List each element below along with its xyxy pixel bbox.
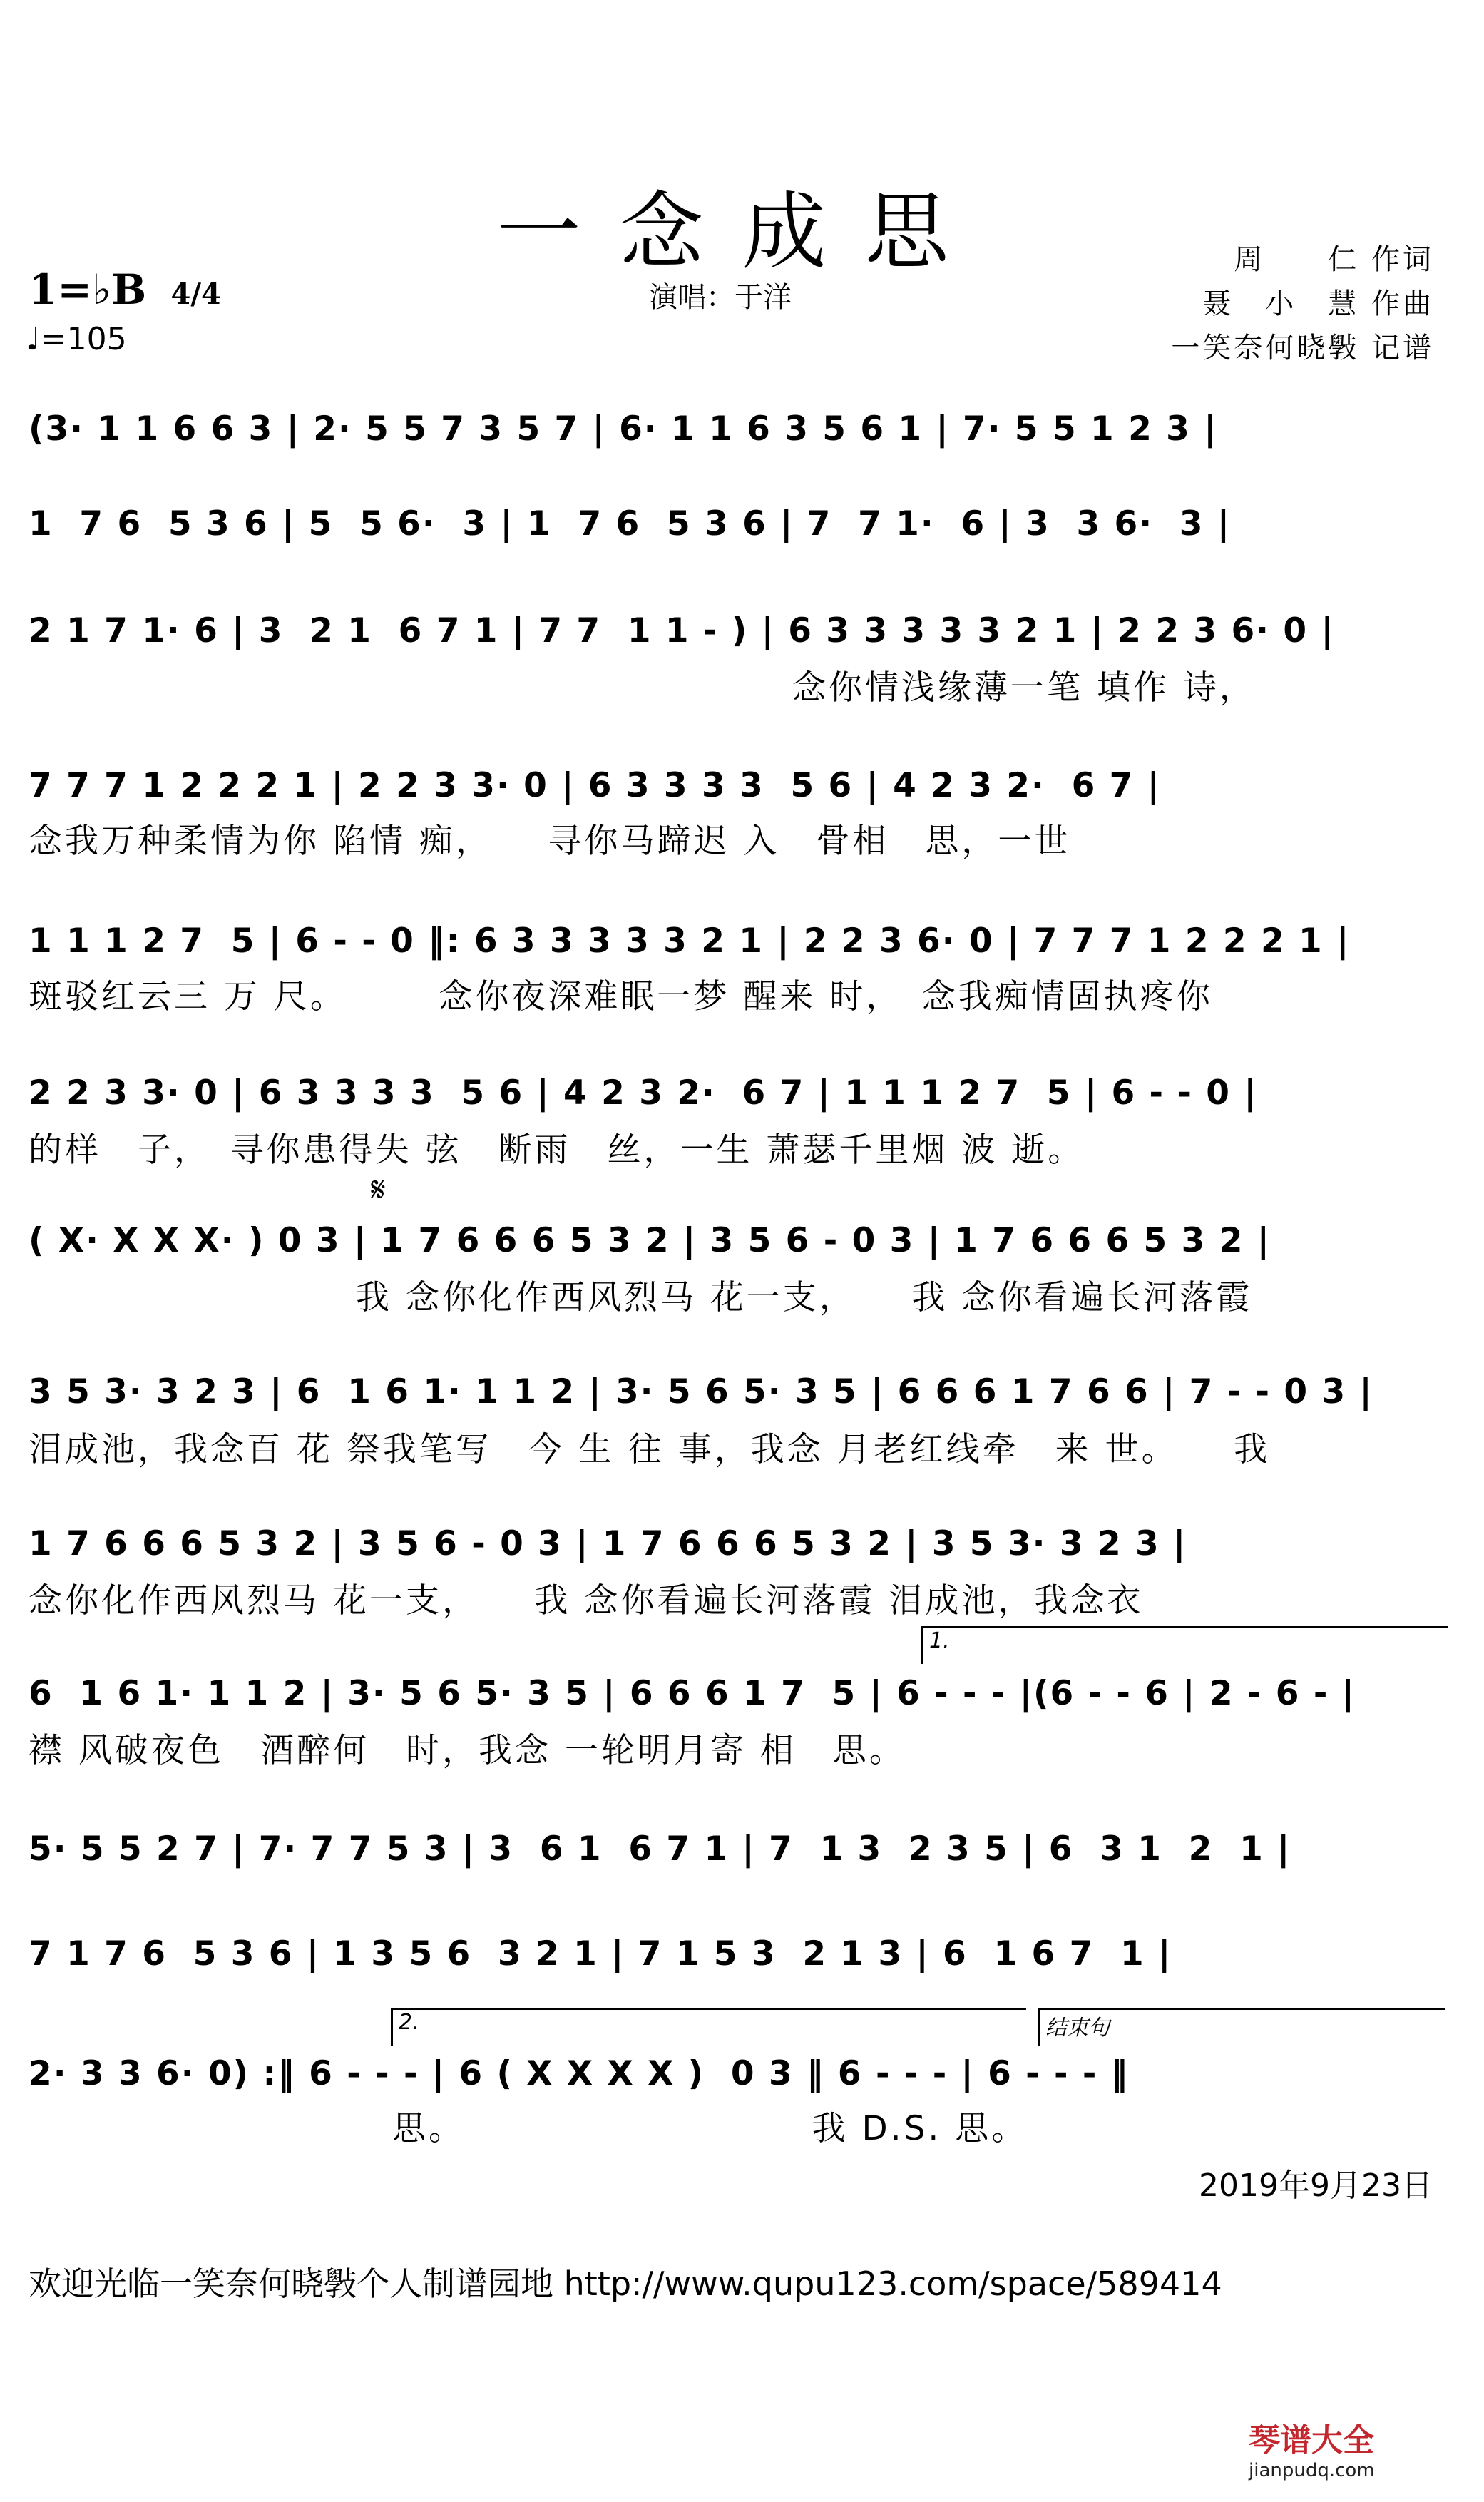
system-6-notes: 2 2 3 3· 0 | 6 3 3 3 3 5 6 | 4 2 3 2· 6 7 | 1 1 1 2 7 5 | 6 - - 0 | <box>29 1073 1258 1113</box>
score-title: 一念成思 <box>496 183 988 281</box>
system-9-notes: 1 7 6 6 6 5 3 2 | 3 5 6 - 0 3 | 1 7 6 6 6 5 3 2 | 3 5 3· 3 2 3 | <box>29 1524 1187 1563</box>
watermark-brand: 琴谱大全 <box>1249 2422 1374 2458</box>
system-1-notes: (3· 1 1 6 6 3 | 2· 5 5 7 3 5 7 | 6· 1 1 6 3 5 6 1 | 7· 5 5 1 2 3 | <box>29 409 1218 449</box>
volta-2-label: 2. <box>399 2010 419 2035</box>
system-7-lyrics: 我 念你化作西风烈马 花一支， 我 念你看遍长河落霞 <box>29 1278 1253 1317</box>
system-3-lyrics: 念你情浅缘薄一笔 填作 诗， <box>29 668 1256 708</box>
system-5-notes: 1 1 1 2 7 5 | 6 - - 0 ‖: 6 3 3 3 3 3 2 1 | 2 2 3 6· 0 | 7 7 7 1 2 2 2 1 | <box>29 921 1351 961</box>
system-4-notes: 7 7 7 1 2 2 2 1 | 2 2 3 3· 0 | 6 3 3 3 3 5 6 | 4 2 3 2· 6 7 | <box>29 766 1161 805</box>
singer-credit: 演唱：于洋 <box>649 281 792 314</box>
footer-text: 欢迎光临一笑奈何晓斅个人制谱园地 http://www.qupu123.com/space/589414 <box>29 2264 1222 2303</box>
system-9-lyrics: 念你化作西风烈马 花一支， 我 念你看遍长河落霞 泪成池，我念衣 <box>29 1581 1144 1620</box>
key-signature <box>29 265 221 314</box>
system-5-lyrics: 斑驳红云三 万 尺。 念你夜深难眠一梦 醒来 时， 念我痴情固执疼你 <box>29 977 1213 1016</box>
transcriber-credit: 一笑奈何晓斅 记谱 <box>1171 332 1434 364</box>
system-10-notes: 6 1 6 1· 1 1 2 | 3· 5 6 5· 3 5 | 6 6 6 1 7 5 | 6 - - - |(6 - - 6 | 2 - 6 - | <box>29 1674 1356 1713</box>
ending-label: 结束句 <box>1045 2016 1110 2041</box>
system-3-notes: 2 1 7 1· 6 | 3 2 1 6 7 1 | 7 7 1 1 - ) | 6 3 3 3 3 3 2 1 | 2 2 3 6· 0 | <box>29 611 1335 650</box>
system-11-notes: 5· 5 5 2 7 | 7· 7 7 5 3 | 3 6 1 6 7 1 | 7 1 3 2 3 5 | 6 3 1 2 1 | <box>29 1829 1291 1869</box>
system-4-lyrics: 念我万种柔情为你 陷情 痴， 寻你马蹄迟 入 骨相 思，一世 <box>29 822 1071 861</box>
lyricist-credit: 周 仁 作词 <box>1234 243 1434 276</box>
volta-1-bracket <box>921 1626 1448 1664</box>
key-label: 1=♭B <box>29 265 147 314</box>
volta-1-label: 1. <box>929 1628 950 1653</box>
system-12-notes: 7 1 7 6 5 3 6 | 1 3 5 6 3 2 1 | 7 1 5 3 2 1 3 | 6 1 6 7 1 | <box>29 1934 1172 1973</box>
system-8-notes: 3 5 3· 3 2 3 | 6 1 6 1· 1 1 2 | 3· 5 6 5· 3 5 | 6 6 6 1 7 6 6 | 7 - - 0 3 | <box>29 1372 1373 1411</box>
system-2-notes: 1 7 6 5 3 6 | 5 5 6· 3 | 1 7 6 5 3 6 | 7 7 1· 6 | 3 3 6· 3 | <box>29 504 1232 543</box>
time-signature: 4/4 <box>170 277 221 311</box>
system-7-notes: ( X· X X X· ) 0 3 | 1 7 6 6 6 5 3 2 | 3 5 6 - 0 3 | 1 7 6 6 6 5 3 2 | <box>29 1221 1271 1260</box>
system-10-lyrics: 襟 风破夜色 酒醉何 时，我念 一轮明月寄 相 思。 <box>29 1731 906 1770</box>
tempo-marking: ♩=105 <box>26 321 127 357</box>
segno-sign: 𝄋 <box>371 1170 386 1210</box>
watermark-url: jianpudq.com <box>1249 2460 1375 2481</box>
date-stamp: 2019年9月23日 <box>1199 2167 1433 2204</box>
composer-credit: 聂 小 慧 作曲 <box>1202 287 1434 320</box>
watermark-logo <box>1249 2414 1463 2486</box>
system-6-lyrics: 的样 子， 寻你患得失 弦 断雨 丝，一生 萧瑟千里烟 波 逝。 <box>29 1130 1085 1170</box>
volta-2-bracket <box>391 2008 1026 2046</box>
system-13-notes: 2· 3 3 6· 0) :‖ 6 - - - | 6 ( X X X X ) 0 3 ‖ 6 - - - | 6 - - - ‖ <box>29 2054 1130 2093</box>
system-8-lyrics: 泪成池，我念百 花 祭我笔写 今 生 往 事，我念 月老红线牵 来 世。 我 <box>29 1430 1271 1469</box>
ending-bracket <box>1038 2008 1445 2046</box>
system-13-lyrics: 思。 我 D.S. 思。 <box>29 2109 1028 2148</box>
